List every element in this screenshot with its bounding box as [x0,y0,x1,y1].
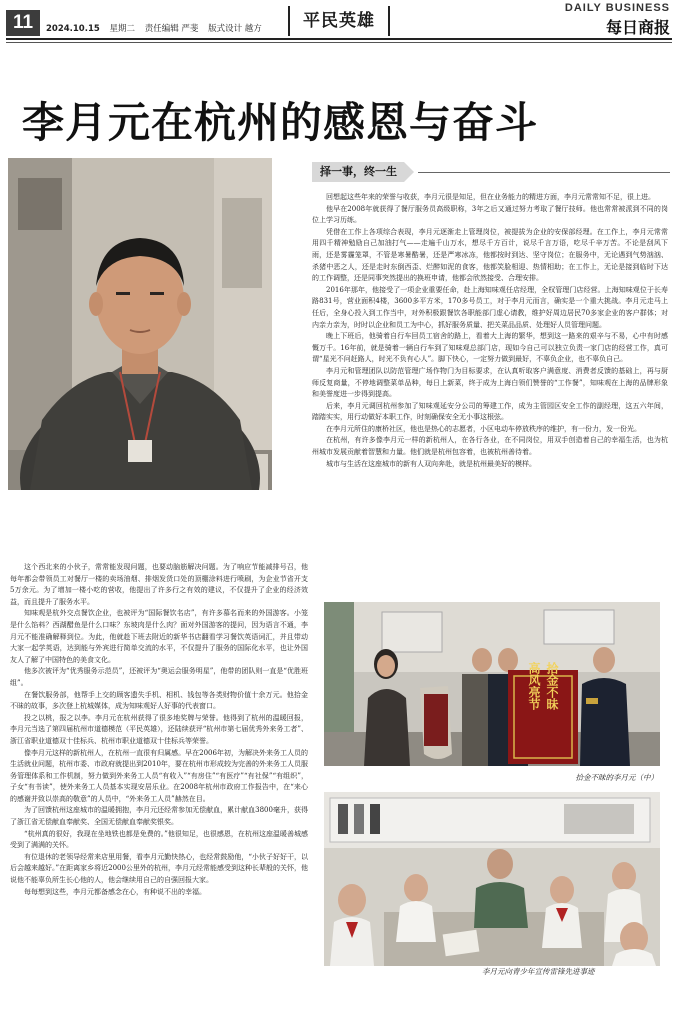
photo-youth-talk [324,792,660,966]
classroom-scene-illustration [324,792,660,966]
paragraph: 在餐饮服务部，他帮手上交的顾客遗失手机、相机、钱包等各类财物价值十余万元。他拾金不昧的故事，多次登上杭城媒体，成为知味观好人好事的代表窗口。 [10,690,308,711]
brand-english: DAILY BUSINESS [564,2,670,14]
issue-info [46,22,269,34]
designer-credit: 版式设计 越方 [208,24,262,34]
page-number: 11 [6,10,40,36]
paragraph: 他多次被评为“优秀服务示范员”，还被评为“奥运会服务明星”，他带的团队则一直是“优胜班组”。 [10,667,308,687]
banner-scene-illustration [324,602,660,766]
paragraph: 有位退休的老领导经常来店里用餐，看李月元勤快热心，也经常鼓励他，“小伙子好好干，以后会越来越好。”在距离家乡将近2000公里外的杭州，李月元经常能感受到这种长辈般的关怀，他说他不能辜负所生长心他的人，他会继续用自己的自强回报大家。 [10,852,308,885]
editor-credit: 责任编辑 严斐 [144,24,199,34]
paragraph: 城市与生活在这座城市的新有人双向奔赴，就是杭州最美好的模样。 [326,459,536,468]
portrait-illustration [8,158,272,490]
photo-banner-presentation [324,602,660,766]
paragraph: 每每想到这些，李月元都备感念在心，有种说不出的幸福。 [24,887,206,896]
paragraph: 为了回馈杭州这座城市的温暖拥抱，李月元还经常参加无偿献血，累计献血3800毫升，获得了浙江省无偿献血奉献奖、全国无偿献血奉献奖银奖。 [10,806,308,827]
paragraph: 李月元和管理团队以防范管理广场作物门为目标要求，在认真听取客户满意度、消费者反馈的基础上，再与厨师反复商量，不停地调整菜单品种，每日上新菜，终于成为上海白领们赞誉的“工作餐”，知味观在上海的品牌形象和美誉度进一步得到提高。 [312,366,668,399]
banner-text-left: 高风亮节 [527,662,541,710]
silk-banner [508,670,578,764]
paragraph: 知味观是杭外交点餐饮企业，也被评为“国际餐饮名店”，有许多慕名而来的外国游客。小笼是什么馅料？西湖醋鱼是什么口味？东坡肉是什么肉？面对外国游客的提问，因为语言不通，李月元不能准确解释到位。为此，他就趁下班去附近的新华书店翻看学习餐饮英语词汇，并且带动大家一起学英语，达到能与外宾进行简单交流的水平，不仅提升了服务的国际化水平，也让外国友人了解了中国特色的美食文化。 [10,609,308,664]
paragraph: 在杭州，有许多像李月元一样的新杭州人，在各行各业，在不同岗位，用双手创造着自己的幸福生活，也为杭州城市发展贡献着智慧和力量。他们就是杭州包容着，也被杭州善待着。 [312,436,668,457]
photo-1-caption: 拾金不昧的李月元（中） [575,773,658,782]
section-tag-rule [418,172,670,173]
section-title: 平民英雄 [288,6,390,36]
section-tag: 择一事，终一生 [312,162,404,182]
paragraph: 后来，李月元调回杭州参加了知味观延安分公司的筹建工作，成为主管园区安全工作的副经理，这五六年间，踏踏实实，用行动做好本职工作，时刻确保安全无小事这根弦。 [312,401,668,422]
article-body-left [10,562,308,1020]
paragraph: 他早在2008年就获得了餐厅服务员高级职称，3年之后又通过努力考取了餐厅技师。他也常常被派到不同的岗位上学习历练。 [312,204,668,225]
paragraph: 2016年那年，他接受了一项企业重要任命，赴上海知味观任店经理，全权管理门店经营。上海知味观位于长寿路831号，营业面积4楼，3600多平方米，170多号员工，对于李月元而言，确实是一个重大挑战。李月元走马上任后，全身心投入到工作当中，对外积极跟餐饮各职能部门虚心请教，维护好周边居民70多家企业的客户群体；对内亲力亲为，时时以企业和员工为中心，抓好服务质量、把关菜品品质、处理好人员管理问题。 [312,285,668,329]
paragraph: 像李月元这样的新杭州人，在杭州一直很有归属感。早在2006年初，为解决外来务工人员的生活就业问题，杭州市委、市政府就提出到2010年，要在杭州市形成较为完善的外来务工人员服务管理体系和工作机制，努力做到外来务工人员“有收入”“有房住”“有医疗”“有社保”“有组织”，子女“有书读”，使外来务工人员基本实现安居乐业。在2008年杭州市政府工作报告中，在“来心的感谢并致以崇高的敬意”的人员中，“外来务工人员”赫然在目。 [10,748,308,803]
portrait-photo [8,158,272,490]
paragraph: 这个西北来的小伙子，常常能发现问题，也要动脑筋解决问题。为了响应节能减排号召，他每年都会带领员工对餐厅一楼的卖场油烟、排烟发货口处的顶棚涂料进行喷刷，为企业节省开支5万余元。为了增加一楼小吃的营收，他提出了许多行之有效的建议，不仅提升了企业的经济效益，而且提升了服务水平。 [10,563,308,606]
paragraph: “杭州真的很好，我现在坐地铁也都是免费的。”他很知足，也很感恩，在杭州这座温暖善城感受到了满满的关怀。 [10,829,308,850]
banner-text-right: 拾金不昧 [545,662,559,710]
masthead-rule [6,38,672,40]
issue-weekday: 星期二 [109,24,135,34]
paragraph: 回想起这些年来的荣誉与收获，李月元很是知足，但在业务能力的精进方面，李月元常常知不足，很上进。 [326,193,655,201]
issue-date: 2024.10.15 [46,24,100,34]
photo-2-caption: 李月元向青少年宣传雷锋先进事迹 [482,967,595,976]
brand-chinese: 每日商报 [605,18,670,37]
article-headline: 李月元在杭州的感恩与奋斗 [22,98,539,147]
paragraph: 在李月元所住的康桥社区，他也是热心的志愿者，小区电动车停放秩序的维护，有一份力，发一份光。 [326,424,641,433]
paragraph: 晚上下班后，他骑着自行车回员工宿舍的路上，看着大上海的繁华，想到这一路来的艰辛与不易，心中有时感慨万千。16年前，就是骑着一辆自行车到了知味观总部门店，现如今自己可以独立负责一家门店的经营工作，真可谓“星光不问赶路人，时光不负有心人”。脚下快心，一定努力做到最好，不辜负企业，也不辜负自己。 [312,332,668,364]
paragraph: 投之以桃，报之以李。李月元在杭州获得了很多地奖牌与荣誉。他得到了杭州的温暖回报，李月元当选了第四届杭州市道德模范（平民英雄），还陆续获评“杭州市第七届优秀外来务工者”、浙江省职业道德双十佳标兵、杭州市职业道德双十佳标兵等荣誉。 [10,713,308,745]
masthead-rule-thin [6,42,672,43]
paragraph: 凭借在工作上各项综合表现，李月元逐渐走上管理岗位，被提拔为企业的安保部经理。在工作上，李月元常常用四千精神勉励自己加油打气——走遍千山万水，想尽千方百计，说尽千言万语，吃尽千辛万苦。不论是刮风下雨，还是雾霾笼罩，不管是寒暑酷暑，还是严寒冰冻，他都按时到达、坚守岗位；在服务中，无论遇到气势汹汹、杀猪中恶之人，还是走时东倒西歪、烂醉如泥的食客，他都笑脸相迎、热情相助；在工作上，无论是接到临时下达的工作调整，还是同事突然提出的换班申请，他都会欣然接受、合理安排。 [312,227,668,283]
article-body-right [312,192,668,600]
